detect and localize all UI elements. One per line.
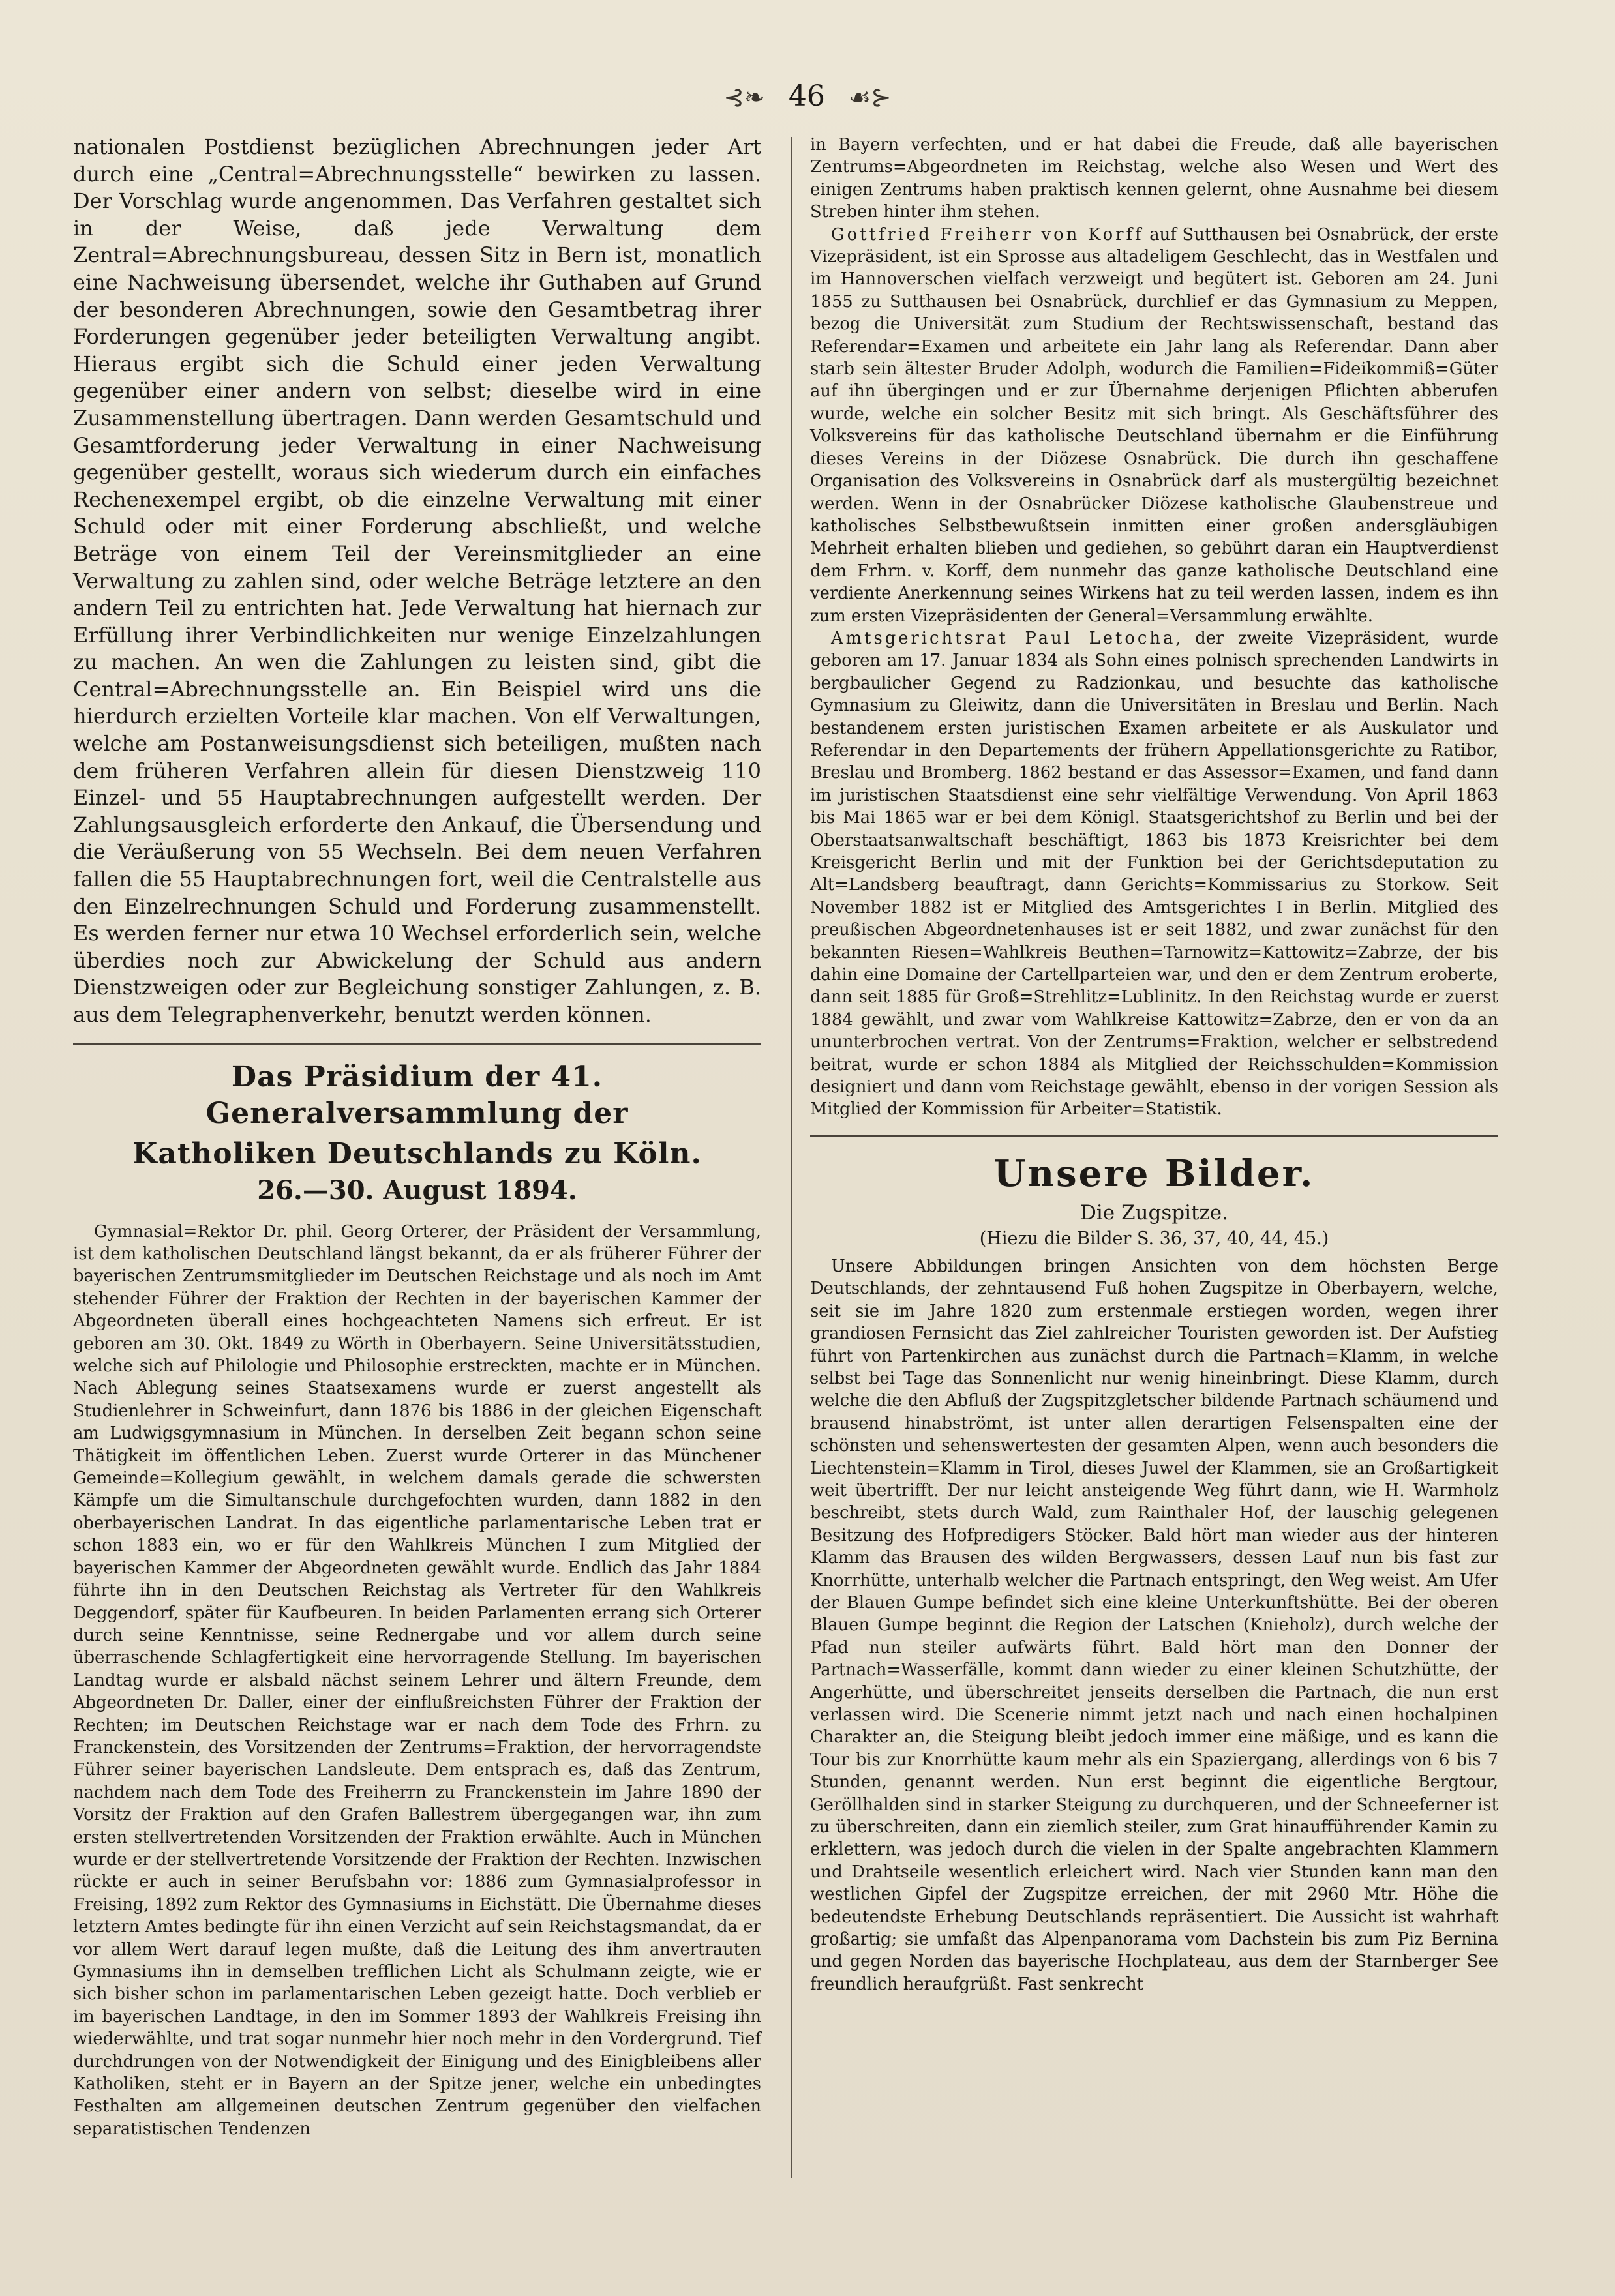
bilder-rule bbox=[810, 1135, 1498, 1137]
letocha-text: , der zweite Vizepräsident, wurde geboren am 17. Januar 1834 als Sohn eines polnisch sprechenden Landwirts in bergbaulicher Gegend zu Radzionkau, und besuchte das katholische Gymnasium zu Gleiwitz, dann die Universitäten in Breslau und Berlin. Nach bestandenem ersten juristischen Examen arbeitete er als Auskulator und Referendar in den Departements der frühern Appellationsgerichte zu Ratibor, Breslau und Bromberg. 1862 bestand er das Assessor=Examen, und fand dann im juristischen Staatsdienst eine sehr vielfältige Verwendung. Von April 1863 bis Mai 1865 war er bei dem Königl. Staatsgerichtshof zu Berlin und bei der Oberstaatsanwaltschaft beschäftigt, 1863 bis 1873 Kreisrichter bei dem Kreisgericht Berlin und mit der Funktion bei der Gerichtsdeputation zu Alt=Landsberg beauftragt, dann Gerichts=Kommissarius zu Storkow. Seit November 1882 ist er Mitglied des Amtsgerichtes I in Berlin. Mitglied des preußischen Abgeordnetenhauses ist er seit 1882, und zwar zunächst für den bekannten Riesen=Wahlkreis Beuthen=Tarnowitz=Kattowitz=Zabrze, der bis dahin eine Domaine der Cartellparteien war, und den er dem Zentrum eroberte, dann seit 1885 für Groß=Strehlitz=Lublinitz. In den Reichstag wurde er zuerst 1884 gewählt, und zwar vom Wahlkreise Kattowitz=Zabrze, den er von da an ununterbrochen vertrat. Von der Zentrums=Fraktion, welcher er selbstredend beitrat, wurde er schon 1884 als Mitglied der Reichsschulden=Kommission designiert und dann vom Reichstage gewählt, ebenso in der vorigen Session als Mitglied der Kommission für Arbeiter=Statistik. bbox=[810, 628, 1498, 1120]
korff-text: auf Sutthausen bei Osnabrück, der erste Vizepräsident, ist ein Sprosse aus altadeligem Geschlecht, das in Westfalen und im Hannoverschen vielfach verzweigt und begütert ist. Geboren am 24. Juni 1855 zu Sutthausen bei Osnabrück, durchlief er das Gymnasium zu Meppen, bezog die Universität zum Studium der Rechtswissenschaft, bestand das Referendar=Examen und arbeitete ein Jahr lang als Referendar. Dann aber starb sein ältester Bruder Adolph, wodurch die Familien=Fideikommiß=Güter auf ihn übergingen und er zur Übernahme derjenigen Pflichten abberufen wurde, welche ein solcher Besitz mit sich bringt. Als Geschäftsführer des Volksvereins für das katholische Deutschland übernahm er die Einführung dieses Vereins in der Diözese Osnabrück. Die durch ihn geschaffene Organisation des Volksvereins in Osnabrück darf als mustergültig bezeichnet werden. Wenn in der Osnabrücker Diözese katholische Glaubenstreue und katholisches Selbstbewußtsein inmitten einer großen andersgläubigen Mehrheit erhalten blieben und gediehen, so gebührt daran ein Hauptverdienst dem Frhrn. v. Korff, dem nunmehr das ganze katholische Deutschland eine verdiente Anerkennung seines Wirkens hat zu teil werden lassen, indem es ihn zum ersten Vizepräsidenten der General=Versammlung erwählte. bbox=[810, 224, 1498, 626]
ornament-right: ☙⊱ bbox=[848, 83, 892, 112]
bilder-paragraph: Unsere Abbildungen bringen Ansichten von dem höchsten Berge Deutschlands, der zehntausend Fuß hohen Zugspitze in Oberbayern, welche, seit sie im Jahre 1820 zum erstenmale erstiegen worden, wegen ihrer grandiosen Fernsicht das Ziel zahlreicher Touristen geworden ist. Der Aufstieg führt von Partenkirchen aus zunächst durch die Partnach=Klamm, in welche selbst bei Tage das Sonnenlicht nur wenig hineinbringt. Diese Klamm, durch welche die den Abfluß der Zugspitzgletscher bildende Partnach schäumend und brausend hinabströmt, ist unter allen derartigen Felsenspalten eine der schönsten und sehenswertesten der gesamten Alpen, wenn auch besonders die Liechtenstein=Klamm in Tirol, dieses Juwel der Klammen, sie an Großartigkeit weit übertrifft. Der nur leicht ansteigende Weg führt dann, wie H. Warmholz beschreibt, stets durch Wald, zum Rainthaler Hof, der lauschig gelegenen Besitzung des Hofpredigers Stöcker. Bald hört man wieder aus der hinteren Klamm das Brausen des wilden Bergwassers, dessen Lauf nun bis fast zur Knorrhütte, unterhalb welcher die Partnach entspringt, den Weg weist. Am Ufer der Blauen Gumpe befindet sich eine kleine Unterkunftshütte. Bei der oberen Blauen Gumpe beginnt die Region der Latschen (Knieholz), durch welche der Pfad nun steiler aufwärts führt. Bald hört man den Donner der Partnach=Wasserfälle, kommt dann wieder zu einer kleinen Schutzhütte, der Angerhütte, und überschreitet jenseits derselben die Partnach, die nun erst verlassen wird. Die Scenerie nimmt jetzt nach und nach einen hochalpinen Charakter an, die Steigung bleibt jedoch immer eine mäßige, und es kann die Tour bis zur Knorrhütte kaum mehr als ein Spaziergang, allerdings von 6 bis 7 Stunden, genannt werden. Nun erst beginnt die eigentliche Bergtour, Geröllhalden sind in starker Steigung zu durchqueren, und der Schneeferner ist zu überschreiten, dann ein ziemlich steiler, zum Grat hinaufführender Kamin zu erklettern, was jedoch durch die vielen in der Spalte angebrachten Klammern und Drahtseile wesentlich erleichert wird. Nach vier Stunden kann man den westlichen Gipfel der Zugspitze erreichen, der mit 2960 Mtr. Höhe die bedeutendste Erhebung Deutschlands repräsentiert. Die Aussicht ist wahrhaft großartig; sie umfaßt das Alpenpanorama vom Dachstein bis zum Piz Bernina und gegen Norden das bayerische Hochplateau, aus dem der Starnberger See freundlich heraufgrüßt. Fast senkrecht bbox=[810, 1256, 1498, 1994]
section-rule bbox=[73, 1043, 761, 1045]
continuation-paragraph-right: in Bayern verfechten, und er hat dabei die Freude, daß alle bayerischen Zentrums=Abgeordneten im Reichstag, welche also Wesen und Wert des einigen Zentrums haben praktisch kennen gelernt, ohne Ausnahme bei diesem Streben hinter ihm stehen. bbox=[810, 135, 1498, 222]
left-column bbox=[73, 134, 761, 2140]
column-divider bbox=[791, 137, 792, 2178]
orterer-paragraph: Gymnasial=Rektor Dr. phil. Georg Orterer, der Präsident der Versammlung, ist dem katholischen Deutschland längst bekannt, da er als früherer Führer der bayerischen Zentrumsmitglieder im Deutschen Reichstage und als noch im Amt stehender Führer der Fraktion der Rechten in der bayerischen Kammer der Abgeordneten überall eines hochgeachteten Namens sich erfreut. Er ist geboren am 30. Okt. 1849 zu Wörth in Oberbayern. Seine Universitätsstudien, welche sich auf Philologie und Philosophie erstreckten, machte er in München. Nach Ablegung seines Staatsexamens wurde er zuerst angestellt als Studienlehrer in Schweinfurt, dann 1876 bis 1886 in der gleichen Eigenschaft am Ludwigsgymnasium in München. In derselben Zeit begann schon seine Thätigkeit im öffentlichen Leben. Zuerst wurde Orterer in das Münchener Gemeinde=Kollegium gewählt, in welchem damals gerade die schwersten Kämpfe um die Simultanschule durchgefochten wurden, dann 1882 in den oberbayerischen Landrat. In das eigentliche parlamentarische Leben trat er schon 1883 ein, wo er für den Wahlkreis München I zum Mitglied der bayerischen Kammer der Abgeordneten gewählt wurde. Endlich das Jahr 1884 führte ihn in den Deutschen Reichstag als Vertreter für den Wahlkreis Deggendorf, später für Kaufbeuren. In beiden Parlamenten errang sich Orterer durch seine Kenntnisse, seine Rednergabe und vor allem durch seine überraschende Schlagfertigkeit eine hervorragende Stellung. Im bayerischen Landtag wurde er alsbald nächst seinem Lehrer und ältern Freunde, dem Abgeordneten Dr. Daller, einer der einflußreichsten Führer der Fraktion der Rechten; im Deutschen Reichstage war er nach dem Tode des Frhrn. zu Franckenstein, des Vorsitzenden der Zentrums=Fraktion, der hervorragendste Führer seiner bayerischen Landsleute. Dem entsprach es, daß das Zentrum, nachdem nach dem Tode des Freiherrn zu Franckenstein im Jahre 1890 der Vorsitz der Fraktion auf den Grafen Ballestrem übergegangen war, ihn zum ersten stellvertretenden Vorsitzenden der Fraktion erwählte. Auch in München wurde er der stellvertretende Vorsitzende der Fraktion der Rechten. Inzwischen rückte er auch in seiner Berufsbahn vor: 1886 zum Gymnasialprofessor in Freising, 1892 zum Rektor des Gymnasiums in Eichstätt. Die Übernahme dieses letztern Amtes bedingte für ihn einen Verzicht auf sein Reichstagsmandat, da er vor allem Wert darauf legen mußte, daß die Leitung des ihm anvertrauten Gymnasiums ihn in demselben trefflichen Licht als Schulmann zeigte, wie er sich bisher schon im parlamentarischen Leben gezeigt hatte. Doch verblieb er im bayerischen Landtage, in den im Sommer 1893 der Wahlkreis Freising ihn wiederwählte, und trat sogar nunmehr hier noch mehr in den Vordergrund. Tief durchdrungen von der Notwendigkeit der Einigung und des Einigbleibens aller Katholiken, steht er in Bayern an der Spitze jener, welche ein unbedingtes Festhalten am allgemeinen deutschen Zentrum gegenüber den vielfachen separatistischen Tendenzen bbox=[73, 1221, 761, 2139]
bilder-note: (Hiezu die Bilder S. 36, 37, 40, 44, 45.) bbox=[979, 1228, 1329, 1249]
letocha-name: Amtsgerichtsrat Paul Letocha bbox=[831, 628, 1176, 648]
page-header bbox=[0, 77, 1615, 117]
ornament-left: ⊰❧ bbox=[723, 83, 765, 112]
bilder-subtitle: Die Zugspitze. bbox=[1080, 1200, 1228, 1225]
continuation-paragraph: nationalen Postdienst bezüglichen Abrechnungen jeder Art durch eine „Central=Abrechnungsstelle“ bewirken zu lassen. Der Vorschlag wurde angenommen. Das Verfahren gestaltet sich in der Weise, daß jede Verwaltung dem Zentral=Abrechnungsbureau, dessen Sitz in Bern ist, monatlich eine Nachweisung übersendet, welche ihr Guthaben auf Grund der besonderen Abrechnungen, sowie den Gesamtbetrag ihrer Forderungen gegenüber jeder beteiligten Verwaltung angibt. Hieraus ergibt sich die Schuld einer jeden Verwaltung gegenüber einer andern von selbst; dieselbe wird in eine Zusammenstellung übertragen. Dann werden Gesamtschuld und Gesamtforderung jeder Verwaltung in einer Nachweisung gegenüber gestellt, woraus sich wiederum durch ein einfaches Rechenexempel ergibt, ob die einzelne Verwaltung mit einer Schuld oder mit einer Forderung abschließt, und welche Beträge von einem Teil der Vereinsmitglieder an eine Verwaltung zu zahlen sind, oder welche Beträge letztere an den andern Teil zu entrichten hat. Jede Verwaltung hat hiernach zur Erfüllung ihrer Verbindlichkeiten nur wenige Einzelzahlungen zu machen. An wen die Zahlungen zu leisten sind, gibt die Central=Abrechnungsstelle an. Ein Beispiel wird uns die hierdurch erzielten Vorteile klar machen. Von elf Verwaltungen, welche am Postanweisungsdienst sich beteiligen, mußten nach dem früheren Verfahren allein für diesen Dienstzweig 110 Einzel- und 55 Hauptabrechnungen aufgestellt werden. Der Zahlungsausgleich erforderte den Ankauf, die Übersendung und die Veräußerung von 55 Wechseln. Bei dem neuen Verfahren fallen die 55 Hauptabrechnungen fort, weil die Centralstelle aus den Einzelrechnungen Schuld und Forderung zusammenstellt. Es werden ferner nur etwa 10 Wechsel erforderlich sein, welche überdies noch zur Abwickelung der Schuld aus andern Dienstzweigen oder zur Begleichung sonstiger Zahlungen, z. B. aus dem Telegraphenverkehr, benutzt werden können. bbox=[73, 134, 761, 1027]
section-title-line2: Katholiken Deutschlands zu Köln. bbox=[132, 1137, 702, 1170]
right-column bbox=[810, 134, 1498, 1995]
korff-name: Gottfried Freiherr von Korff bbox=[831, 224, 1144, 245]
section-title-line1: Das Präsidium der 41. Generalversammlung der bbox=[205, 1060, 629, 1130]
page-number: 46 bbox=[788, 80, 825, 113]
letocha-paragraph bbox=[810, 627, 1498, 1121]
korff-paragraph bbox=[810, 224, 1498, 627]
section-date: 26.—30. August 1894. bbox=[257, 1174, 577, 1206]
bilder-title: Unsere Bilder. bbox=[993, 1152, 1315, 1195]
